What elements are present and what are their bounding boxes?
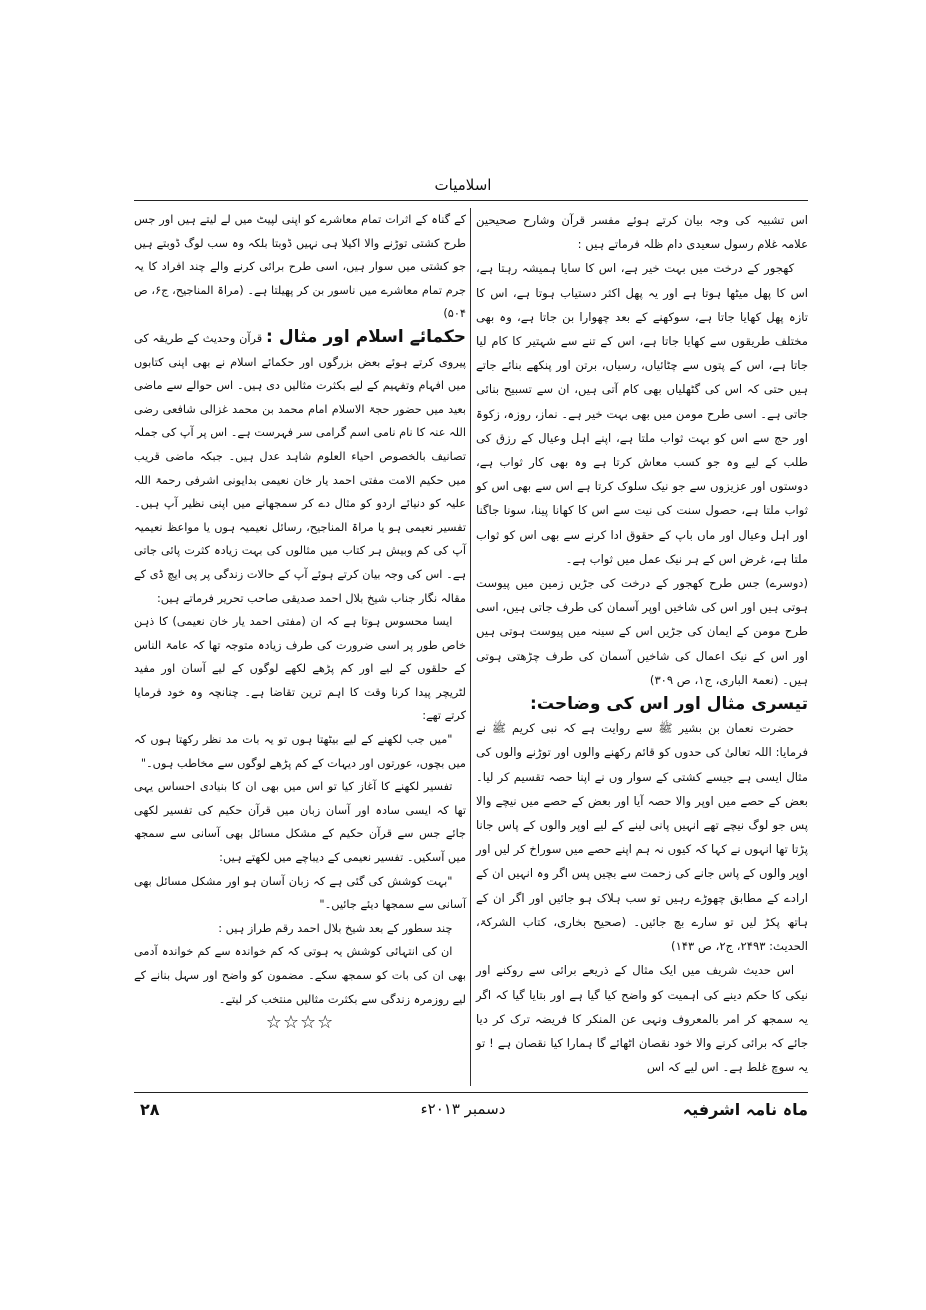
- section-heading: حکمائے اسلام اور مثال :: [265, 326, 467, 347]
- right-column: [476, 208, 808, 1079]
- section-heading: تیسری مثال اور اس کی وضاحت:: [530, 694, 808, 715]
- magazine-name: ماہ نامہ اشرفیہ: [682, 1100, 808, 1119]
- issue-date: دسمبر ۲۰۱۳ء: [420, 1100, 506, 1118]
- paragraph: ایسا محسوس ہوتا ہے کہ ان (مفتی احمد یار خان نعیمی) کا ذہن خاص طور پر اسی ضرورت کی طرف زیادہ متوجہ تھا کہ عامۃ الناس کے حلقوں کے لیے اور کم پڑھے لکھے لوگوں کے لیے آسان اور مفید لٹریچر پیدا کرنا وقت کا اہم ترین تقاضا ہے۔ چنانچہ وہ خود فرمایا کرتے تھے:: [134, 615, 466, 723]
- paragraph-text: قرآن وحدیث کے طریقہ کی پیروی کرتے ہوئے بعض بزرگوں اور حکمائے اسلام نے بھی اپنی کتابوں میں افہام وتفہیم کے لیے بکثرت مثالیں دی ہیں۔ اس حوالے سے ماضی بعید میں حضور حجۃ الاسلام امام محمد بن محمد غزالی شافعی رضی اللہ عنہ کا نام نامی اسم گرامی سر فہرست ہے۔ اس پر آپ کی جملہ تصانیف بالخصوص احیاء العلوم شاہد عدل ہیں۔ جبکہ ماضی قریب میں حکیم الامت مفتی احمد یار خان نعیمی بدایونی اشرفی رحمۃ اللہ علیہ کو دنیائے اردو کو مثال دے کر سمجھانے میں اپنی نظیر آپ ہیں۔ تفسیر نعیمی ہو یا مراۃ المناجیح، رسائل نعیمیہ ہوں یا مواعظ نعیمیہ آپ کی کم وبیش ہر کتاب میں مثالوں کی بہت زیادہ کثرت پائی جاتی ہے۔ اس کی وجہ بیان کرتے ہوئے آپ کے حالات زندگی پر پی ایچ ڈی کے مقالہ نگار جناب شیخ بلال احمد صدیقی صاحب تحریر فرماتے ہیں:: [134, 331, 466, 605]
- quotation: "میں جب لکھنے کے لیے بیٹھتا ہوں تو یہ بات مد نظر رکھتا ہوں کہ میں بچوں، عورتوں اور دیہات کے کم پڑھے لوگوں سے مخاطب ہوں۔": [134, 733, 466, 770]
- quotation: "بہت کوشش کی گئی ہے کہ زبان آسان ہو اور مشکل مسائل بھی آسانی سے سمجھا دیئے جائیں۔": [134, 874, 466, 912]
- paragraph: ان کی انتہائی کوشش یہ ہوتی کہ کم خواندہ سے کم خواندہ آدمی بھی ان کی بات کو سمجھ سکے۔ مضمون کو واضح اور سہل بنانے کے لیے روزمرہ زندگی سے بکثرت مثالیں منتخب کر لیتے۔: [134, 945, 466, 1006]
- paragraph: حضرت نعمان بن بشیر ﷺ سے روایت ہے کہ نبی کریم ﷺ نے فرمایا: اللہ تعالیٰ کی حدوں کو قائم رکھنے والوں اور توڑنے والوں کی مثال ایسی ہے جیسے کشتی کے سوار وں نے اپنا حصہ تقسیم کر لیا۔ بعض کے حصے میں اوپر والا حصہ آیا اور بعض کے حصے میں نیچے والا پس جو لوگ نیچے تھے انہیں پانی لینے کے لیے اوپر والوں کے پاس جانا پڑتا تھا انہوں نے کہا کہ کیوں نہ ہم اپنے حصے میں سوراخ کر لیں اور اوپر والوں کے پاس جانے کی زحمت سے بچیں پس اگر وہ انہیں ان کے ارادے کے مطابق چھوڑے رہیں تو سب ہلاک ہو جائیں اور اگر ان کے ہاتھ پکڑ لیں تو سارے بچ جائیں۔ (صحیح بخاری، کتاب الشرکۃ، الحدیث: ۲۴۹۳، ج۲، ص ۱۴۳): [476, 721, 808, 954]
- paragraph: کھجور کے درخت میں بہت خیر ہے، اس کا سایا ہمیشہ رہتا ہے، اس کا پھل میٹھا ہوتا ہے اور یہ پھل اکثر دستیاب ہوتا ہے، اس کا تازہ پھل کھایا جاتا ہے، سوکھنے کے بعد چھوارا بن جاتا ہے، وہ بھی مختلف طریقوں سے کھایا جاتا ہے، اس کے تنے سے شہتیر کا کام لیا جاتا ہے، اس کے پتوں سے چٹائیاں، رسیاں، برتن اور پنکھے بنائے جاتے ہیں حتی کہ اس کی گٹھلیاں بھی کام آتی ہیں، ان سے تسبیح بنائی جاتی ہے۔ اسی طرح مومن میں بھی بہت خیر ہے۔ نماز، روزہ، زکوۃ اور حج سے اس کو بہت ثواب ملتا ہے، اپنے اہل وعیال کے رزق کی طلب کے لیے وہ جو کسب معاش کرتا ہے وہ بھی کار ثواب ہے، دوستوں اور عزیزوں سے جو نیک سلوک کرتا ہے اس سے بھی اس کو ثواب ملتا ہے، حصول سنت کی نیت سے اس کا کھانا پینا، سونا جاگنا اور اہل وعیال اور ماں باپ کے حقوق ادا کرنے سے بھی اس کو ثواب ملتا ہے، غرض اس کے ہر نیک عمل میں ثواب ہے۔: [476, 261, 808, 566]
- paragraph: چند سطور کے بعد شیخ بلال احمد رقم طراز ہیں :: [218, 921, 453, 935]
- page-section-title: اسلامیات: [434, 176, 492, 194]
- footer-divider: [134, 1092, 808, 1093]
- column-divider: [470, 208, 471, 1086]
- paragraph: کے گناہ کے اثرات تمام معاشرے کو اپنی لپیٹ میں لے لیتے ہیں اور جس طرح کشتی توڑنے والا اکیلا ہی نہیں ڈوبتا بلکہ وہ سب لوگ ڈوبتے ہیں جو کشتی میں سوار ہیں، اسی طرح برائی کرنے والے چند افراد کا یہ جرم تمام معاشرے میں ناسور بن کر پھیلتا ہے۔ (مراۃ المناجیح، ج۶، ص ۵۰۴): [134, 213, 466, 321]
- header-divider: [134, 200, 808, 201]
- paragraph: اس حدیث شریف میں ایک مثال کے ذریعے برائی سے روکنے اور نیکی کا حکم دینے کی اہمیت کو واضح کیا گیا ہے اور بتایا گیا کہ اگر یہ سمجھ کر امر بالمعروف ونہی عن المنکر کا فریضہ ترک کر دیا جائے کہ برائی کرنے والا خود نقصان اٹھائے گا ہمارا کیا نقصان ہے ! تو یہ سوچ غلط ہے۔ اس لیے کہ اس: [476, 963, 808, 1075]
- page-number: ۲۸: [140, 1100, 160, 1119]
- paragraph-with-heading: [134, 326, 466, 610]
- stars-ornament: ☆☆☆☆: [265, 1012, 335, 1034]
- paragraph: (دوسرے) جس طرح کھجور کے درخت کی جڑیں زمین میں پیوست ہوتی ہیں اور اس کی شاخیں اوپر آسمان کی طرف جاتی ہیں، اسی طرح مومن کے ایمان کی جڑیں اس کے سینہ میں پیوست ہوتی ہیں اور اس کے نیک اعمال کی شاخیں آسمان کی طرف چڑھتی ہوتی ہیں۔ (نعمۃ الباری، ج۱، ص ۳۰۹): [476, 576, 808, 687]
- paragraph: تفسیر لکھنے کا آغاز کیا تو اس میں بھی ان کا بنیادی احساس یہی تھا کہ ایسی سادہ اور آسان زبان میں قرآن حکیم کی تفسیر لکھی جائے جس سے قرآن حکیم کے مشکل مسائل بھی آسانی سے سمجھ میں آسکیں۔ تفسیر نعیمی کے دیباچے میں لکھتے ہیں:: [134, 780, 466, 865]
- paragraph: اس تشبیہ کی وجہ بیان کرتے ہوئے مفسر قرآن وشارح صحیحین علامہ غلام رسول سعیدی دام ظلہ فرماتے ہیں :: [476, 213, 808, 252]
- left-column: [134, 208, 466, 1035]
